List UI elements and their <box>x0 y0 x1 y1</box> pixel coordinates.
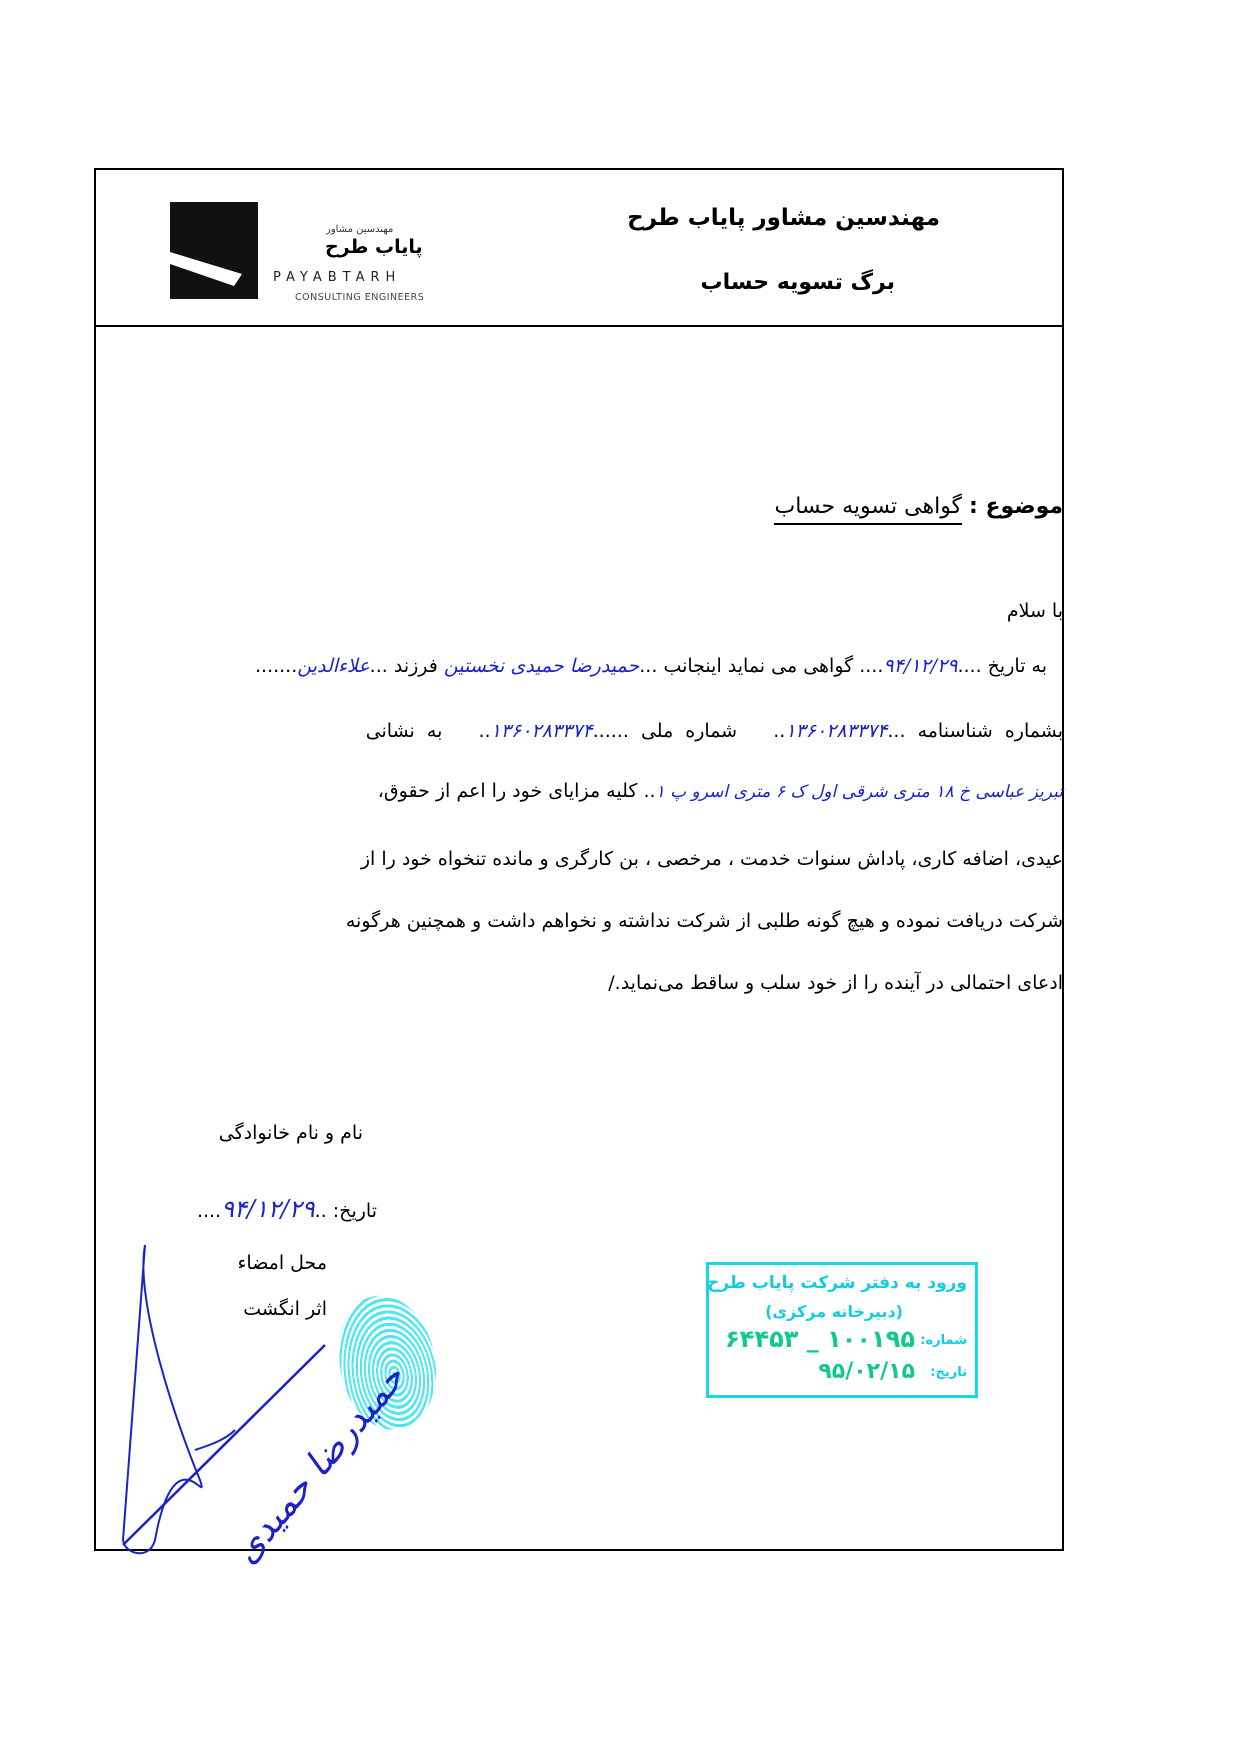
date-prefix: به تاریخ <box>987 655 1047 677</box>
logo-name-fa: پایاب طرح <box>325 236 423 258</box>
company-logo-icon <box>170 202 258 299</box>
national-id-label: شماره ملی <box>640 720 738 742</box>
handwritten-signature: حمیدرضا حمیدی <box>225 1357 414 1572</box>
registry-stamp <box>706 1262 978 1398</box>
body-line-3: تبریز عباسی خ ۱۸ متری شرقی اول ک ۶ متری اسرو پ ۱.. کلیه مزایای خود را اعم از حقوق، <box>377 780 1063 802</box>
footer-date-line: تاریخ: ..۹۴/۱۲/۲۹.... <box>196 1195 377 1223</box>
address-label: به نشانی <box>365 720 443 742</box>
stamp-subtitle: (دبیرخانه مرکزی) <box>765 1302 903 1321</box>
subject-value: گواهی تسویه حساب <box>774 494 962 525</box>
handwritten-id-number: ۱۳۶۰۲۸۳۳۷۴ <box>785 720 888 742</box>
id-number-label: بشماره شناسنامه <box>917 720 1063 742</box>
header-divider <box>94 325 1064 327</box>
body-line-1: به تاریخ ....۹۴/۱۲/۲۹.... گواهی می نماید اینجانب ...حمیدرضا حمیدی نخستین فرزند ...علاءالدین....... <box>254 655 1047 677</box>
subject-line <box>774 494 1063 519</box>
handwritten-name: حمیدرضا حمیدی نخستین <box>443 655 640 677</box>
body-line-6: ادعای احتمالی در آینده را از خود سلب و ساقط می‌نماید./ <box>608 972 1063 994</box>
child-of-label: فرزند <box>393 655 438 677</box>
handwritten-father-name: علاءالدین <box>297 655 370 677</box>
benefits-text: کلیه مزایای خود را اعم از حقوق، <box>377 780 638 802</box>
logo-subtitle-en: CONSULTING ENGINEERS <box>295 292 425 303</box>
handwritten-date: ۹۴/۱۲/۲۹ <box>883 655 958 677</box>
signature-place-label: محل امضاء <box>237 1252 327 1274</box>
handwritten-address: تبریز عباسی خ ۱۸ متری شرقی اول ک ۶ متری اسرو پ ۱ <box>655 782 1063 802</box>
stamp-date-value: ۹۵/۰۲/۱۵ <box>818 1359 915 1384</box>
fingerprint-label: اثر انگشت <box>243 1298 327 1320</box>
stamp-title: ورود به دفتر شرکت پایاب طرح <box>707 1273 967 1293</box>
body-line-5: شرکت دریافت نموده و هیچ گونه طلبی از شرکت نداشته و نخواهم داشت و همچنین هرگونه <box>345 910 1063 932</box>
stamp-date-label: تاریخ: <box>930 1365 967 1380</box>
subject-label: موضوع : <box>969 494 1063 519</box>
greeting: با سلام <box>1006 600 1063 622</box>
certify-text: گواهی می نماید اینجانب <box>663 655 854 677</box>
stamp-number-value: ۱۰۰۱۹۵ _ ۶۴۴۵۳ <box>725 1325 915 1353</box>
company-title: مهندسین مشاور پایاب طرح <box>627 205 940 231</box>
logo-subtitle-fa: مهندسین مشاور <box>326 224 394 235</box>
stamp-number-label: شماره: <box>920 1333 967 1348</box>
handwritten-national-id: ۱۳۶۰۲۸۳۳۷۴ <box>490 720 593 742</box>
logo-name-en: PAYABTARH <box>273 270 402 285</box>
footer-date-label: تاریخ: <box>332 1200 377 1222</box>
full-name-label: نام و نام خانوادگی <box>218 1122 363 1144</box>
body-line-4: عیدی، اضافه کاری، پاداش سنوات خدمت ، مرخصی ، بن کارگری و مانده تنخواه خود را از <box>360 848 1063 870</box>
body-line-2: بشماره شناسنامه ...۱۳۶۰۲۸۳۳۷۴.. شماره ملی ......۱۳۶۰۲۸۳۳۷۴.. به نشانی <box>365 720 1063 742</box>
footer-handwritten-date: ۹۴/۱۲/۲۹ <box>221 1195 315 1223</box>
form-title: برگ تسویه حساب <box>700 270 895 295</box>
